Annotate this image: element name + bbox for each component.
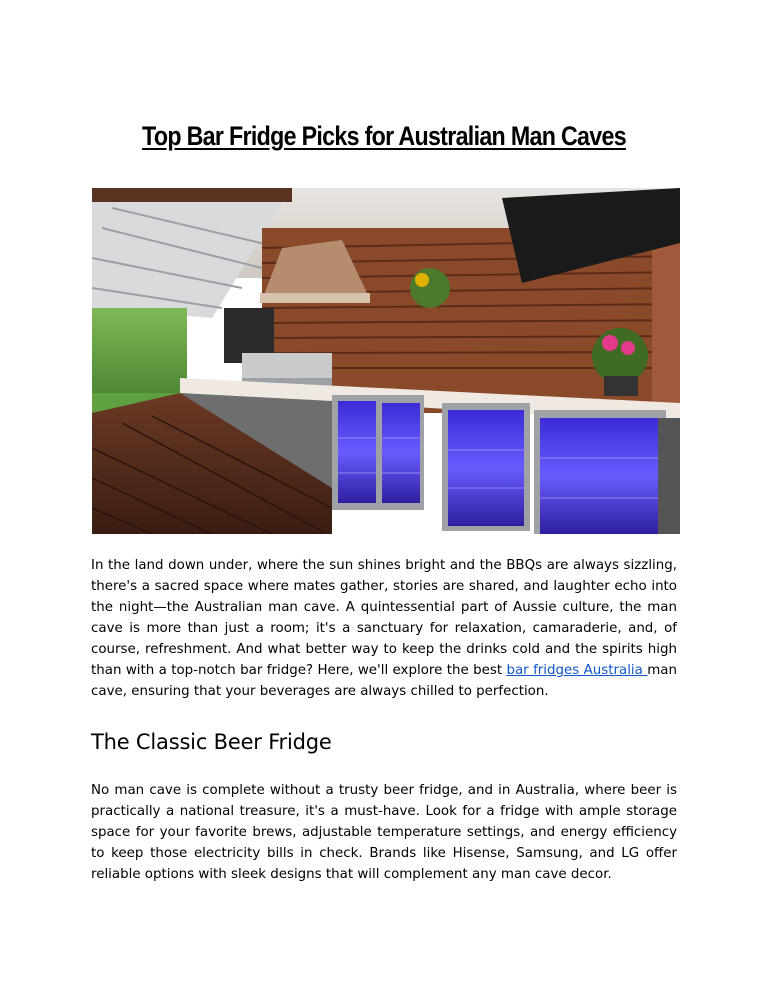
section-heading: The Classic Beer Fridge bbox=[91, 730, 332, 754]
intro-paragraph bbox=[91, 555, 677, 702]
section-body-paragraph: No man cave is complete without a trusty beer fridge, and in Australia, where beer is practically a national treasure, it's a must-have. Look for a fridge with ample storage space for your favorite brews, adjustable temperature settings, and energy efficiency to keep those electricity bills in check. Brands like Hisense, Samsung, and LG offer reliable options with sleek designs that will complement any man cave decor. bbox=[91, 783, 677, 882]
intro-text-after-link: man cave, ensuring that your beverages are always chilled to perfection. bbox=[91, 663, 677, 699]
bar-fridges-australia-link[interactable]: bar fridges Australia bbox=[506, 663, 648, 678]
hero-image bbox=[92, 188, 680, 534]
intro-text-before-link: In the land down under, where the sun shines bright and the BBQs are always sizzling, there's a sacred space where mates gather, stories are shared, and laughter echo into the night—the Australian man cave. A quintessential part of Aussie culture, the man cave is more than just a room; it's a sanctuary for relaxation, camaraderie, and, of course, refreshment. And what better way to keep the drinks cold and the spirits high than with a top-notch bar fridge? Here, we'll explore the best bbox=[91, 558, 677, 678]
page-title: Top Bar Fridge Picks for Australian Man Caves bbox=[142, 121, 626, 151]
